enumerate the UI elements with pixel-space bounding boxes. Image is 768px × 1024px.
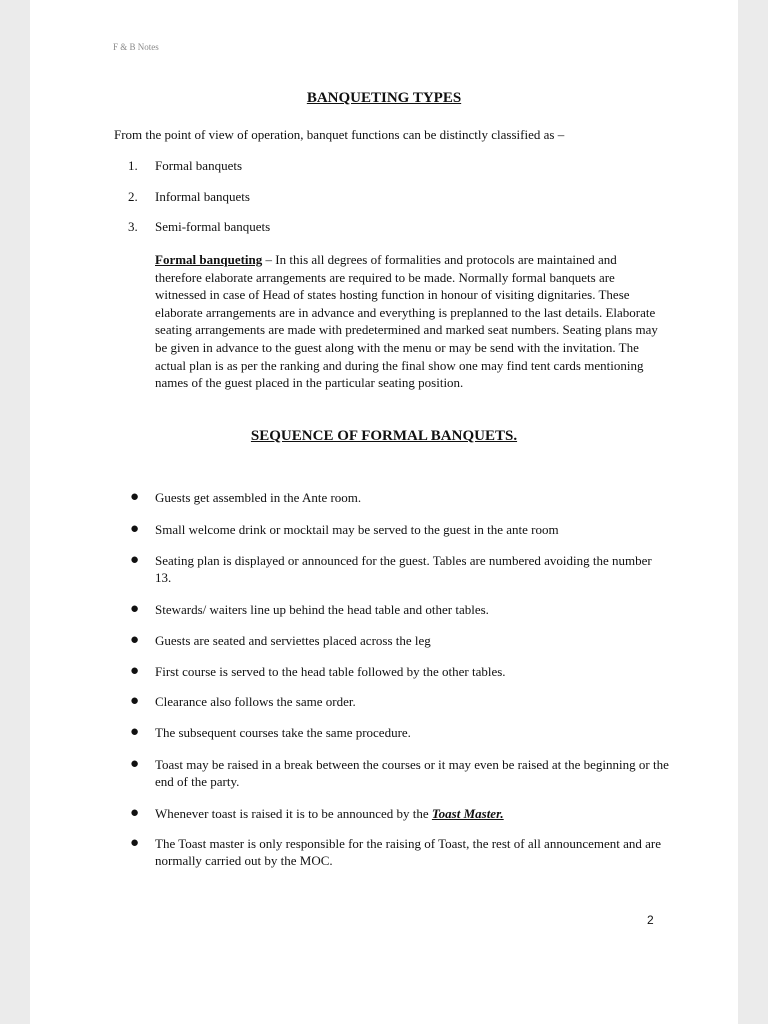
formal-banqueting-paragraph — [155, 251, 660, 392]
bullet-icon: ● — [130, 663, 140, 679]
list-item — [130, 521, 670, 538]
formal-banqueting-text: – In this all degrees of formalities and protocols are maintained and therefore elaborate arrangements are required to be made. Normally formal banquets are witnessed in case of Head of states hosting function in honour of visiting dignitaries. These elaborate arrangements are in advance and everything is preplanned to the last details. Elaborate seating arrangements are made with predetermined and marked seat numbers. Seating plans may be given in advance to the guest along with the menu or may be send with the invitation. The actual plan is as per the ranking and during the final show one may find tent cards mentioning names of the guest placed in the particular seating position. — [155, 252, 658, 391]
list-item-label: Semi-formal banquets — [155, 219, 271, 234]
list-item — [130, 632, 670, 649]
bullet-icon: ● — [130, 601, 140, 617]
banquet-types-list — [128, 158, 270, 250]
list-item — [130, 756, 670, 790]
bullet-text: The Toast master is only responsible for the raising of Toast, the rest of all announcement and are normally carried out by the MOC. — [155, 836, 662, 868]
formal-banqueting-heading: Formal banqueting — [155, 252, 263, 267]
list-item — [130, 693, 670, 710]
bullet-icon: ● — [130, 693, 140, 709]
bullet-text: Guests are seated and serviettes placed across the leg — [155, 633, 431, 648]
bullet-text: First course is served to the head table followed by the other tables. — [155, 664, 506, 679]
bullet-text: Seating plan is displayed or announced for the guest. Tables are numbered avoiding the number 13. — [155, 553, 652, 585]
list-number: 3. — [128, 219, 138, 234]
bullet-text: Stewards/ waiters line up behind the head table and other tables. — [155, 602, 489, 617]
page-number: 2 — [647, 913, 654, 927]
bullet-icon: ● — [130, 521, 140, 537]
bullet-text: The subsequent courses take the same procedure. — [155, 725, 411, 740]
list-item — [128, 158, 270, 189]
bullet-text — [155, 805, 504, 822]
list-item — [130, 663, 670, 680]
list-item — [128, 219, 270, 250]
bullet-icon: ● — [130, 835, 140, 851]
list-number: 2. — [128, 188, 138, 204]
page-title: BANQUETING TYPES — [306, 90, 462, 106]
bullet-text: Toast may be raised in a break between the courses or it may even be raised at the beginning or the end of the party. — [155, 757, 669, 789]
bullet-text-prefix: Whenever toast is raised it is to be announced by the — [155, 806, 432, 821]
list-item — [130, 489, 670, 506]
list-item — [130, 805, 670, 822]
bullet-text: Clearance also follows the same order. — [155, 694, 356, 709]
intro-text: From the point of view of operation, banquet functions can be distinctly classified as – — [114, 127, 565, 142]
list-item — [130, 601, 670, 618]
bullet-icon: ● — [130, 805, 140, 821]
document-page — [30, 0, 738, 1024]
bullet-icon: ● — [130, 756, 140, 772]
bullet-icon: ● — [130, 552, 140, 568]
toast-master-emphasis: Toast Master. — [431, 806, 504, 821]
bullet-icon: ● — [130, 724, 140, 740]
list-item — [130, 724, 670, 741]
bullet-icon: ● — [130, 632, 140, 648]
list-number: 1. — [128, 158, 138, 173]
header-note: F & B Notes — [113, 42, 159, 52]
bullet-text: Guests get assembled in the Ante room. — [155, 490, 362, 505]
list-item-label: Informal banquets — [155, 188, 250, 204]
sequence-title: SEQUENCE OF FORMAL BANQUETS. — [250, 428, 518, 444]
list-item-label: Formal banquets — [155, 158, 243, 173]
list-item — [128, 189, 270, 220]
list-item — [130, 835, 670, 869]
bullet-text: Small welcome drink or mocktail may be served to the guest in the ante room — [155, 522, 559, 537]
bullet-icon: ● — [130, 489, 140, 505]
list-item — [130, 552, 670, 586]
